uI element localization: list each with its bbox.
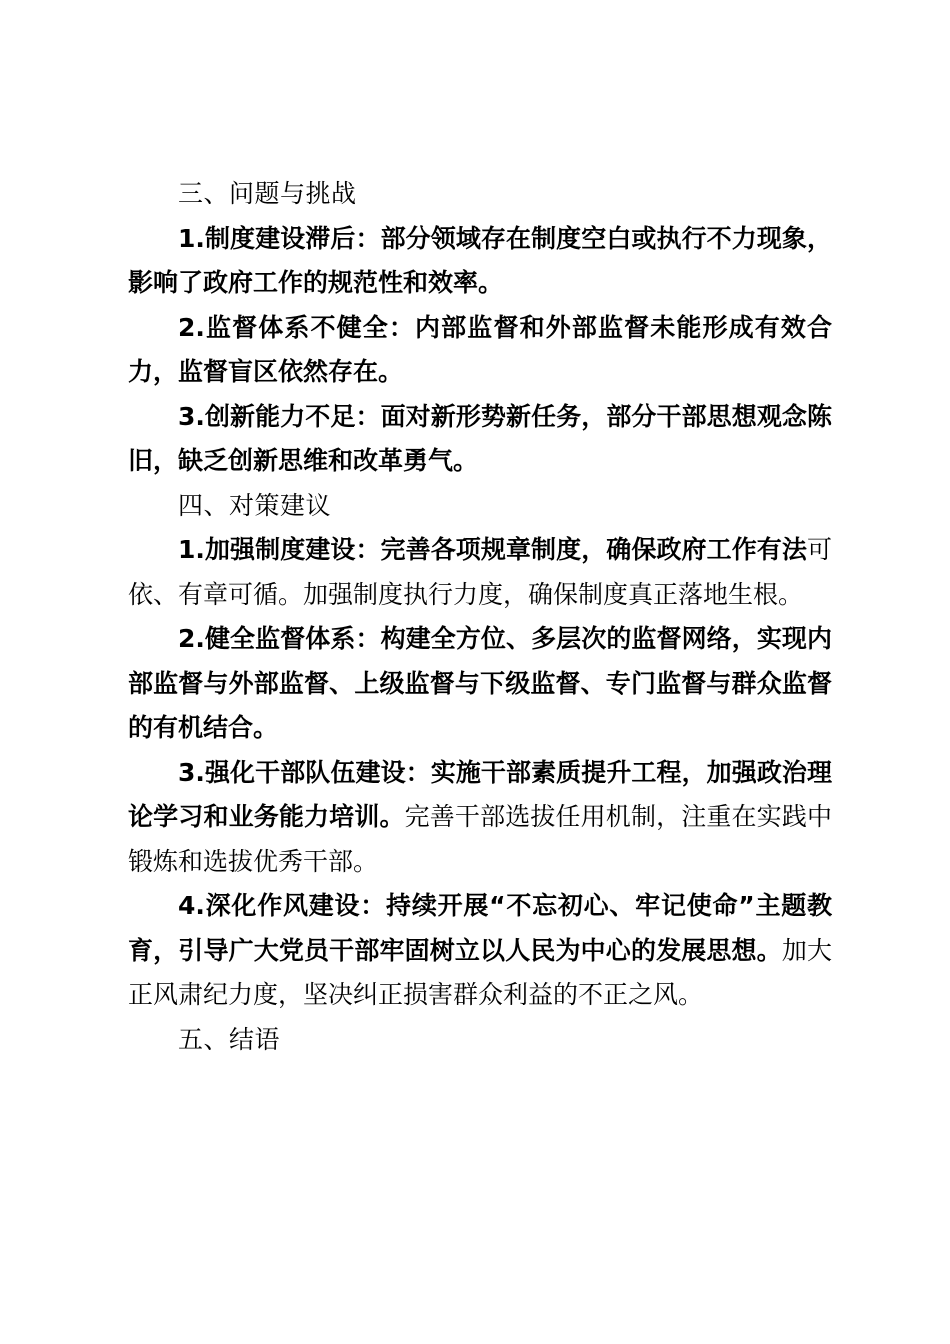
bold-text: 4.深化作风建设：持续开展“不忘初心、牢记使命”主题教育，引导广大党员干部牢固树立以人民为中心的发展思想。: [128, 891, 832, 965]
paragraph-4-2: [128, 617, 832, 751]
bold-text: 1.加强制度建设：完善各项规章制度，确保政府工作有法: [178, 535, 807, 564]
normal-text: 加大正风肃纪力度，坚决纠正损害群众利益的不正之风。: [128, 935, 832, 1009]
bold-text: 3.创新能力不足：面对新形势新任务，部分干部思想观念陈旧，缺乏创新思维和改革勇气。: [128, 401, 832, 475]
normal-text: 完善干部选拔任用机制，注重在实践中锻炼和选拔优秀干部。: [128, 802, 832, 876]
bold-text: 1.制度建设滞后：部分领域存在制度空白或执行不力现象，影响了政府工作的规范性和效率。: [128, 223, 832, 297]
paragraph-3-1: [128, 217, 832, 306]
paragraph-3-3: [128, 395, 832, 484]
paragraph-4-1: [128, 528, 832, 617]
section-heading-4: 四、对策建议: [178, 490, 332, 520]
document-page: [128, 172, 832, 1062]
section-heading-3: 三、问题与挑战: [178, 179, 357, 208]
bold-text: 2.监督体系不健全：内部监督和外部监督未能形成有效合力，监督盲区依然存在。: [128, 312, 832, 386]
paragraph-3-2: [128, 306, 832, 395]
section-heading-5: 五、结语: [178, 1024, 281, 1054]
normal-text: 可依、有章可循。加强制度执行力度，确保制度真正落地生根。: [128, 535, 832, 609]
bold-text: 2.健全监督体系：构建全方位、多层次的监督网络，实现内部监督与外部监督、上级监督与下级监督、专门监督与群众监督的有机结合。: [128, 624, 832, 742]
paragraph-4-3: [128, 751, 832, 885]
bold-text: 3.强化干部队伍建设：实施干部素质提升工程，加强政治理论学习和业务能力培训。: [128, 757, 832, 831]
paragraph-4-4: [128, 884, 832, 1018]
